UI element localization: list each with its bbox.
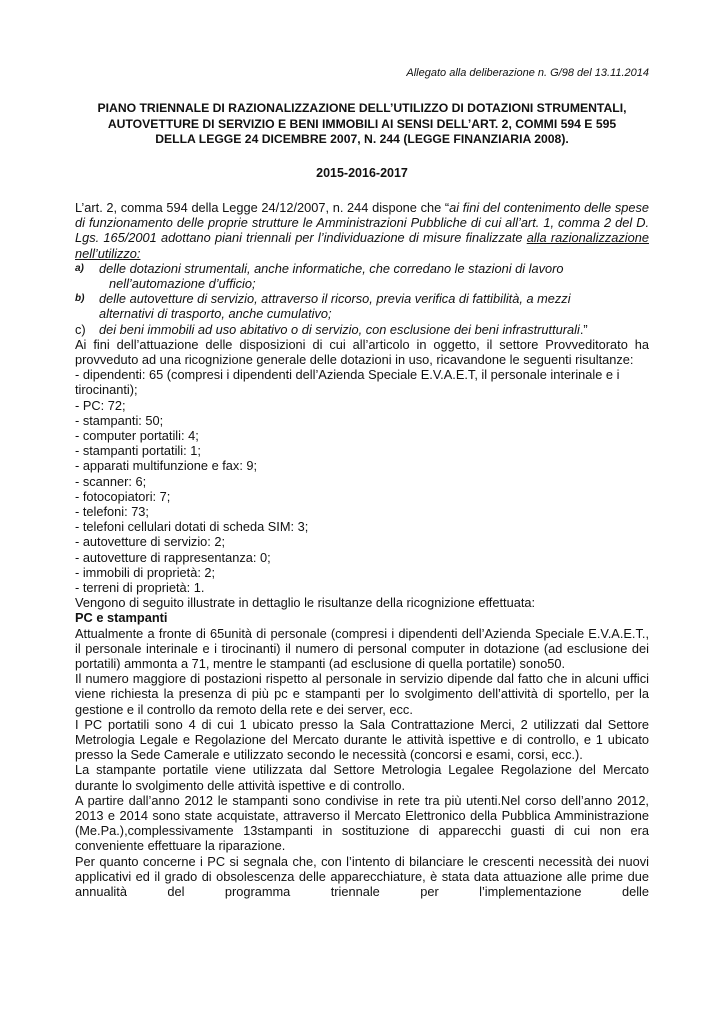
list-item: - autovetture di rappresentanza: 0; [75, 549, 271, 565]
pc-paragraph-5: A partire dall’anno 2012 le stampanti sono condivise in rete tra più utenti.Nel corso dell’anno 2012, 2013 e 2014 sono state acquistate, attraverso il Mercato Elettronico della Pubblica Amministrazione (Me.Pa.),complessivamente 13stampanti in sostituzione di apparecchi guasti di cui non era conveniente effettuare la riparazione. [75, 792, 649, 854]
pc-paragraph-2: Il numero maggiore di postazioni rispetto al personale in servizio dipende dal fatto che in alcuni uffici viene richiesta la presenza di più pc e stampanti per lo svolgimento dell’attività di sportello, per la gestione e il controllo da remoto della rete e dei server, ecc. [75, 671, 649, 717]
section-heading-pc: PC e stampanti [75, 610, 168, 626]
risultanze-list [75, 367, 649, 595]
list-marker: c) [75, 321, 86, 337]
ricognizione-paragraph: Ai fini dell’attuazione delle disposizioni di cui all’articolo in oggetto, il settore Provveditorato ha provveduto ad una ricognizione generale delle dotazioni in uso, ricavandone le seguenti risultanze: [75, 336, 649, 367]
list-item: - autovetture di servizio: 2; [75, 534, 226, 550]
list-item-text [99, 261, 649, 291]
list-item: - terreni di proprietà: 1. [75, 579, 205, 595]
plan-years: 2015-2016-2017 [316, 165, 408, 180]
list-item-text [99, 291, 649, 321]
list-item: - PC: 72; [75, 397, 126, 413]
list-item-a [75, 261, 649, 291]
document-title [75, 101, 649, 148]
list-item-c [75, 322, 649, 337]
intro-quote: ai fini del contenimento delle spese di funzionamento delle proprie strutture le Amministrazioni Pubbliche di cui all’art. 1, comma 2 del D. Lgs. 165/2001 adottano piani triennali per l’individuazione di misure finalizzate [75, 199, 649, 246]
pc-paragraph-4: La stampante portatile viene utilizzata dal Settore Metrologia Legalee Regolazione del Mercato durante lo svolgimento delle attività ispettive e di controllo. [75, 762, 649, 793]
list-item: - fotocopiatori: 7; [75, 488, 171, 504]
list-item: - stampanti portatili: 1; [75, 443, 201, 459]
list-item: - apparati multifunzione e fax: 9; [75, 458, 258, 474]
quote-close: .” [579, 321, 588, 337]
list-marker: b) [75, 293, 85, 305]
title-line-3: DELLA LEGGE 24 DICEMBRE 2007, N. 244 (LEGGE FINANZIARIA 2008). [155, 132, 569, 147]
pc-paragraph-3: I PC portatili sono 4 di cui 1 ubicato presso la Sala Contrattazione Merci, 2 utilizzati dal Settore Metrologia Legale e Regolazione del Mercato durante le attività ispettive e di controllo, e 1 ubicato presso la Sede Camerale e utilizzato secondo le necessità (concorsi e esami, corsi, ecc.). [75, 716, 649, 763]
list-item: - scanner: 6; [75, 473, 147, 489]
ricognizione-closing: Vengono di seguito illustrate in dettaglio le risultanze della ricognizione effettuata: [75, 595, 536, 611]
list-item: - computer portatili: 4; [75, 427, 199, 443]
list-item-b [75, 291, 649, 321]
list-item: - telefoni cellulari dotati di scheda SIM: 3; [75, 519, 309, 535]
title-line-1: PIANO TRIENNALE DI RAZIONALIZZAZIONE DELL’UTILIZZO DI DOTAZIONI STRUMENTALI, [97, 101, 627, 116]
list-text: delle autovetture di servizio, attraverso il ricorso, previa verifica di fattibilità, a mezzi [99, 291, 571, 307]
intro-paragraph [75, 200, 649, 261]
list-item-text [99, 322, 649, 337]
intro-lead: L’art. 2, comma 594 della Legge 24/12/2007, n. 244 dispone che “ [75, 199, 450, 215]
list-cont: alternativi di trasporto, anche cumulativo; [99, 306, 332, 322]
pc-paragraph-1: Attualmente a fronte di 65unità di personale (compresi i dipendenti dell’Azienda Speciale E.V.A.E.T., il personale interinale e i tirocinanti) il numero di personal computer in dotazione (ad esclusione dei portatili) ammonta a 71, mentre le stampanti (ad esclusione di quella portatile) sono50. [75, 625, 649, 671]
document-page [75, 66, 649, 899]
list-item: - dipendenti: 65 (compresi i dipendenti dell’Azienda Speciale E.V.A.E.T, il personale interinale e i tirocinanti); [75, 367, 620, 398]
list-text: dei beni immobili ad uso abitativo o di servizio, con esclusione dei beni infrastrutturali [99, 321, 580, 337]
list-item: - immobili di proprietà: 2; [75, 564, 216, 580]
list-item: - telefoni: 73; [75, 503, 149, 519]
title-line-2: AUTOVETTURE DI SERVIZIO E BENI IMMOBILI AI SENSI DELL’ART. 2, COMMI 594 E 595 [107, 116, 617, 131]
list-cont: nell’automazione d’ufficio; [109, 275, 256, 291]
pc-paragraph-6: Per quanto concerne i PC si segnala che, con l’intento di bilanciare le crescenti necessità dei nuovi applicativi ed il grado di obsolescenza delle apparecchiature, è stata data attuazione alle prime due annualità del programma triennale per l’implementazione delle [75, 853, 649, 900]
list-item: - stampanti: 50; [75, 412, 164, 428]
list-marker: a) [75, 262, 84, 274]
list-text: delle dotazioni strumentali, anche informatiche, che corredano le stazioni di lavoro [99, 260, 564, 276]
intro-quote-underlined: alla razionalizzazione nell’utilizzo: [75, 230, 649, 261]
allegato-reference: Allegato alla deliberazione n. G/98 del 13.11.2014 [406, 67, 649, 79]
